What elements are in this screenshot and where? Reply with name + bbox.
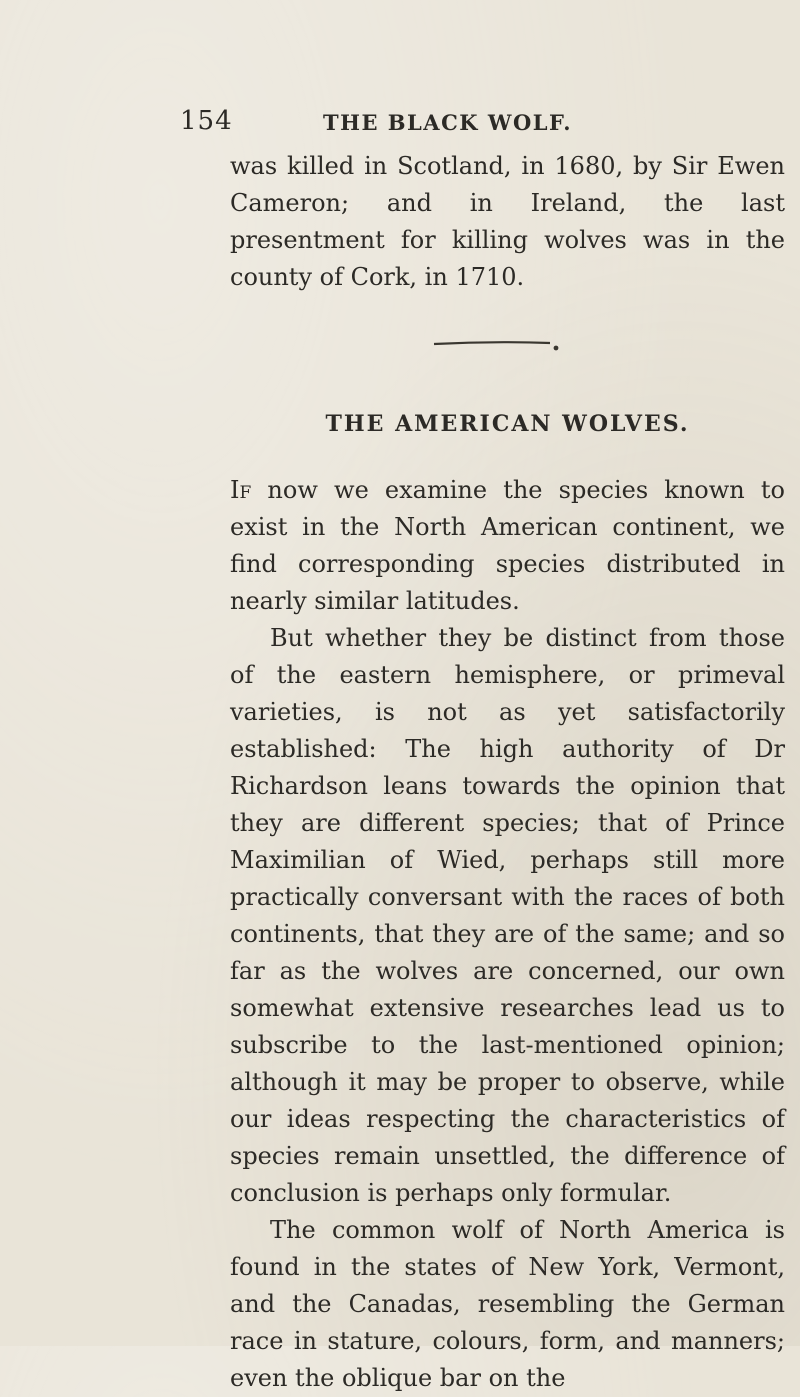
section-body: [230, 472, 785, 1397]
paragraph-1: [230, 472, 785, 620]
running-head: THE BLACK WOLF.: [323, 110, 573, 135]
paragraph-3: The common wolf of North America is found in the states of New York, Vermont, and the Canadas, resembling the German race in stature, colours, form, and manners; even the oblique bar on the: [230, 1216, 785, 1392]
page-number: 154: [180, 106, 233, 136]
page-header: [180, 106, 740, 146]
paragraph-2: But whether they be distinct from those of the eastern hemisphere, or primeval varieties, is not as yet satisfactorily established: The high authority of Dr Richardson leans towards the opinion that they are different species; that of Prince Maximilian of Wied, perhaps still more practically conversant with the races of both continents, that they are of the same; and so far as the wolves are concerned, our own somewhat extensive researches lead us to subscribe to the last-mentioned opinion; although it may be proper to observe, while our ideas respecting the characteristics of species remain unsettled, the difference of conclusion is perhaps only formular.: [230, 624, 785, 1207]
section-divider-rule: [432, 335, 562, 355]
continued-paragraph-text: was killed in Scotland, in 1680, by Sir Ewen Cameron; and in Ireland, the last presentment for killing wolves was in the county of Cork, in 1710.: [230, 152, 785, 291]
paragraph-1-text: now we examine the species known to exist in the North American continent, we find corresponding species distributed in nearly similar latitudes.: [230, 476, 785, 615]
section-title: THE AMERICAN WOLVES.: [325, 411, 690, 437]
continued-paragraph: [230, 148, 785, 296]
paragraph-1-lead: If: [230, 476, 252, 504]
